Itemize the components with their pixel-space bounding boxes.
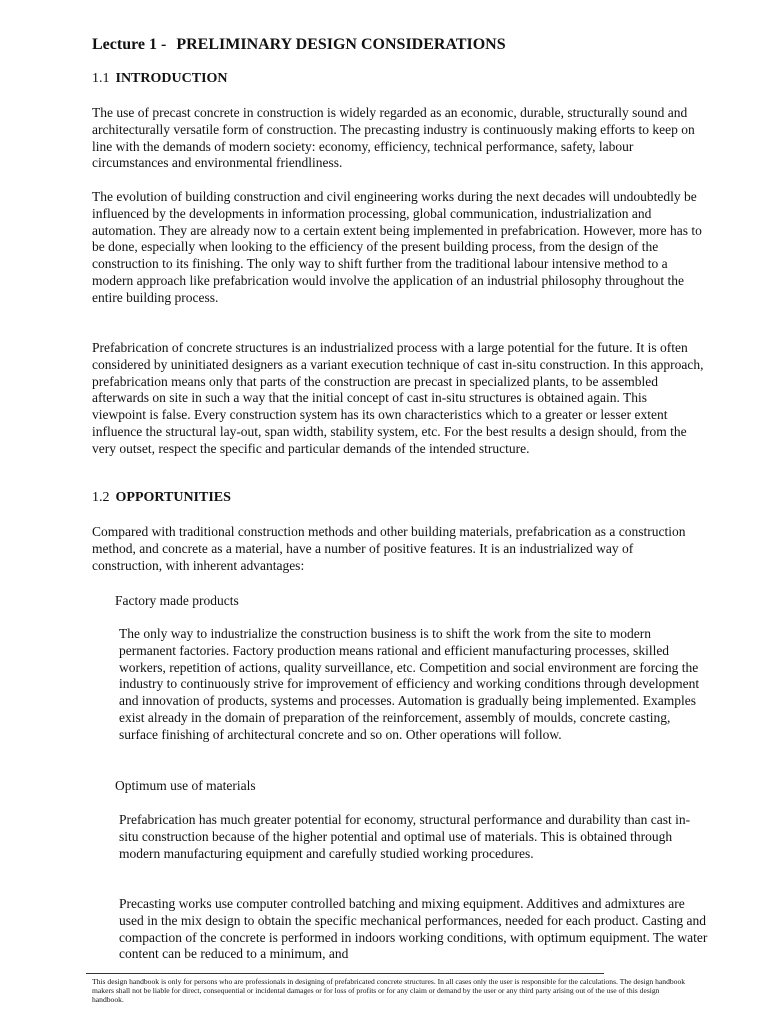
- section-number: 1.1: [92, 71, 110, 86]
- section-heading-opportunities: [92, 490, 732, 506]
- factory-paragraph: The only way to industrialize the construction business is to shift the work from the site to modern permanent factories. Factory production means rational and efficient manufacturing processes, skilled workers, repetition of actions, quality surveillance, etc. Competition and social environment are forcing the industry to continuously strive for improvement of efficiency and working conditions through development and innovation of products, systems and processes. Automation is gradually being implemented. Examples exist already in the domain of preparation of the reinforcement, assembly of moulds, concrete casting, surface finishing of architectural concrete and so on. Other operations will follow.: [119, 626, 700, 742]
- subheading-optimum-use-of-materials: Optimum use of materials: [115, 778, 256, 793]
- section-heading-introduction: [92, 71, 732, 87]
- intro-paragraph-3: Prefabrication of concrete structures is an industrialized process with a large potential for the future. It is often considered by uninitiated designers as a variant execution technique of cast in-situ construction. In this approach, prefabrication means only that parts of the construction are precast in specialized plants, to be assembled afterwards on site in such a way that the initial concept of cast in-situ structures is obtained again. This viewpoint is false. Every construction system has its own characteristics which to a greater or lesser extent influence the structural lay-out, span width, stability system, etc. For the best results a design should, from the very outset, respect the specific and particular demands of the intended structure.: [92, 340, 704, 456]
- opportunities-intro: Compared with traditional construction methods and other building materials, prefabrication as a construction method, and concrete as a material, have a number of positive features. It is an industrialized way of construction, with inherent advantages:: [92, 524, 686, 573]
- intro-paragraph-2: The evolution of building construction and civil engineering works during the next decades will undoubtedly be influenced by the developments in information processing, global communication, industrialization and automation. They are already now to a certain extent being implemented in prefabrication. However, more has to be done, especially when looking to the efficiency of the present building process, from the design of the construction to its finishing. The only way to shift further from the traditional labour intensive method to a modern approach like prefabrication would involve the application of an industrial philosophy throughout the entire building process.: [92, 189, 702, 305]
- intro-paragraph-1: The use of precast concrete in construction is widely regarded as an economic, durable, structurally sound and architecturally versatile form of construction. The precasting industry is continuously making efforts to keep on line with the demands of modern society: economy, efficiency, technical performance, safety, labour circumstances and environmental friendliness.: [92, 105, 695, 171]
- lecture-title-text: PRELIMINARY DESIGN CONSIDERATIONS: [176, 36, 506, 53]
- lecture-label: Lecture 1 -: [92, 36, 167, 53]
- footer-divider: [86, 973, 604, 974]
- lecture-title: [92, 36, 732, 54]
- subheading-factory-made-products: Factory made products: [115, 593, 239, 608]
- section-title: OPPORTUNITIES: [115, 490, 231, 505]
- section-number: 1.2: [92, 490, 110, 505]
- footer-disclaimer: This design handbook is only for persons who are professionals in designing of prefabricated concrete structures. In all cases only the user is responsible for the calculations. The design handbook makers shall not be liable for direct, consequential or incidental damages or for loss of profits or for any claim or demand by the user or any third party arising out of the use of this design handbook.: [92, 977, 686, 1005]
- materials-paragraph-1: Prefabrication has much greater potential for economy, structural performance and durability than cast in-situ construction because of the higher potential and optimal use of materials. This is obtained through modern manufacturing equipment and carefully studied working procedures.: [119, 812, 691, 861]
- section-title: INTRODUCTION: [115, 71, 228, 86]
- materials-paragraph-2: Precasting works use computer controlled batching and mixing equipment. Additives and admixtures are used in the mix design to obtain the specific mechanical performances, needed for each product. Casting and compaction of the concrete is performed in indoors working conditions, with optimum equipment. The water content can be reduced to a minimum, and: [119, 896, 708, 962]
